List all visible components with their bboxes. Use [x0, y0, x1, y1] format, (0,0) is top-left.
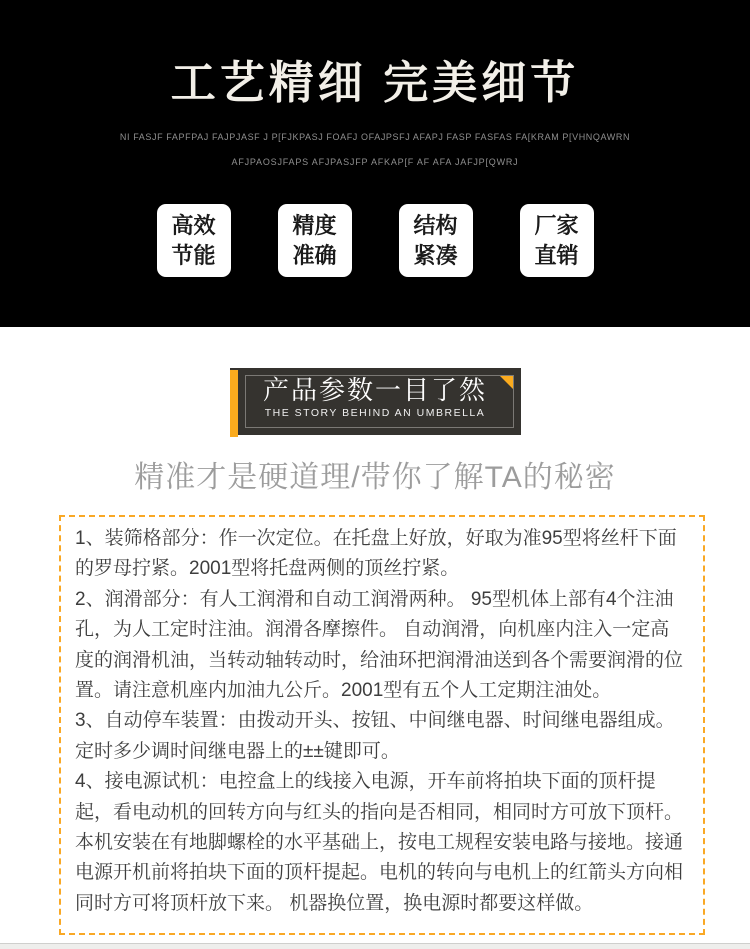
- feature-badge-precision: [278, 204, 352, 277]
- feature-badge-row: [0, 204, 750, 277]
- feature-badge-text: 紧凑: [413, 242, 458, 268]
- feature-badge-text: 精度: [292, 213, 337, 239]
- next-section-edge: [0, 943, 750, 949]
- feature-badge-text: 厂家: [534, 213, 579, 239]
- hero-subtitle-line1: NI FASJF FAPFPAJ FAJPJASF J P[FJKPASJ FOAFJ OFAJPSFJ AFAPJ FASP FASFAS FA[KRAM P[VHNQAWRN: [119, 132, 631, 142]
- feature-badge-structure: [399, 204, 473, 277]
- feature-badge-text: 直销: [534, 242, 579, 268]
- banner-content: [230, 368, 521, 419]
- feature-badge-factory: [520, 204, 594, 277]
- feature-badge-text: 节能: [171, 242, 216, 268]
- feature-badge-text: 结构: [413, 213, 458, 239]
- spec-paragraph-4: 4、接电源试机：电控盒上的线接入电源，开车前将拍块下面的顶杆提起，看电动机的回转方向与红头的指向是否相同，相同时方可放下顶杆。本机安装在有地脚螺栓的水平基础上，按电工规程安装电路与接地。接通电源开机前将拍块下面的顶杆提起。电机的转向与电机上的红箭头方向相同时方可将顶杆放下来。 机器换位置，换电源时都要这样做。: [75, 771, 684, 914]
- banner-subtitle: THE STORY BEHIND AN UMBRELLA: [264, 406, 486, 419]
- feature-badge-text: 高效: [171, 213, 216, 239]
- feature-badge-text: 准确: [292, 242, 337, 268]
- hero-title: 工艺精细 完美细节: [170, 57, 580, 108]
- spec-paragraph-2: 2、润滑部分：有人工润滑和自动工润滑两种。 95型机体上部有4个注油孔，为人工定时注油。润滑各摩擦件。 自动润滑，向机座内注入一定高度的润滑机油，当转动轴转动时，给油环把润滑油送到各个需要润滑的位置。请注意机座内加油九公斤。2001型有五个人工定期注油处。: [75, 588, 684, 702]
- hero-subtitle-line2: AFJPAOSJFAPS AFJPASJFP AFKAP[F AF AFA JAFJP[QWRJ: [231, 157, 519, 167]
- section-banner: [230, 368, 521, 435]
- spec-paragraph-1: 1、装筛格部分：作一次定位。在托盘上好放，好取为准95型将丝杆下面的罗母拧紧。2001型将托盘两侧的顶丝拧紧。: [75, 528, 677, 580]
- spec-paragraph-3: 3、自动停车装置：由拨动开头、按钮、中间继电器、时间继电器组成。定时多少调时间继电器上的±±键即可。: [75, 710, 675, 762]
- specs-box: [59, 515, 705, 935]
- section-heading: 精准才是硬道理/带你了解TA的秘密: [134, 461, 616, 494]
- hero-section: [0, 0, 750, 327]
- banner-title: 产品参数一目了然: [262, 375, 487, 405]
- feature-badge-efficiency: [157, 204, 231, 277]
